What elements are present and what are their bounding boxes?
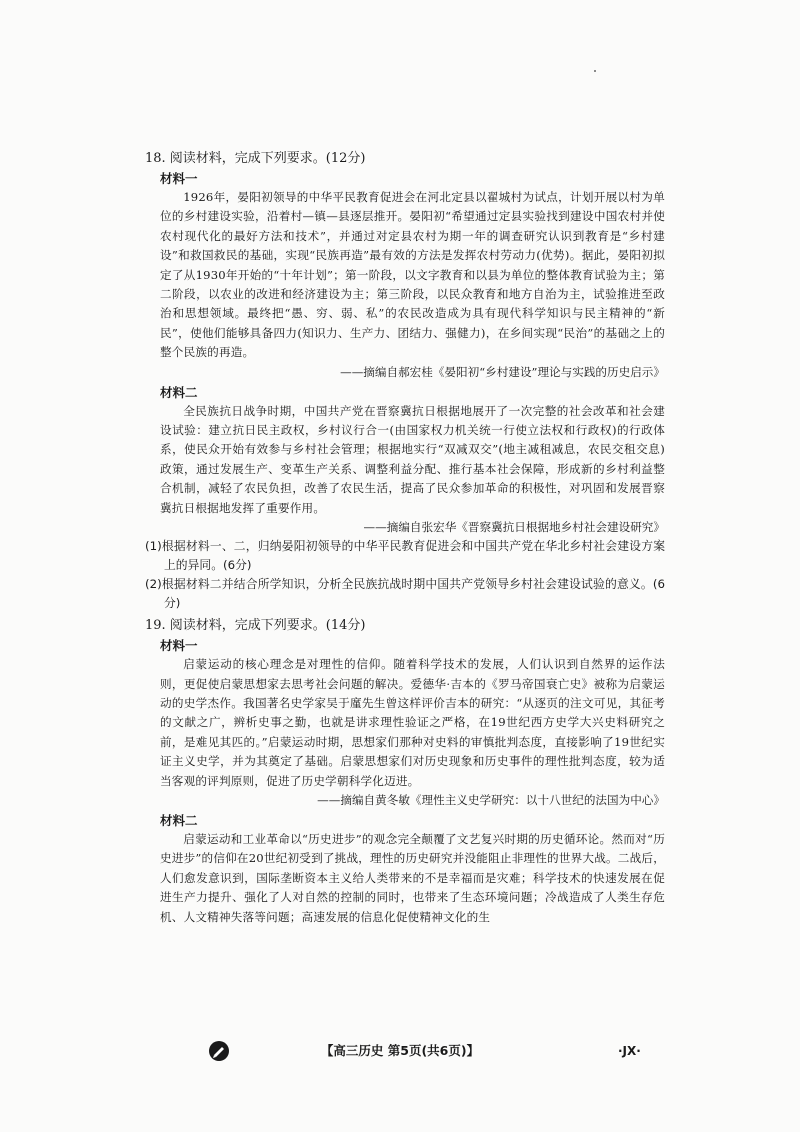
q19-material-1-label: 材料一 — [160, 638, 198, 654]
q18-material-2-text: 全民族抗日战争时期，中国共产党在晋察冀抗日根据地展开了一次完整的社会改革和社会建设试验：建立抗日民主政权，乡村议行合一(由国家权力机关统一行使立法权和行政权)的行政体系，使民众开始有效参与乡村社会管理；根据地实行“双减双交”(地主减租减息，农民交租交息)政策，通过发展生产、变革生产关系、调整利益分配、推行基本社会保障，形成新的乡村利益整合机制，减轻了农民负担，改善了农民生活，提高了民众参加革命的积极性，对巩固和发展晋察冀抗日根据地发挥了重要作用。 — [160, 403, 665, 515]
q19-material-2-label: 材料二 — [160, 812, 198, 828]
exam-code: ·JX· — [618, 1044, 641, 1058]
question-18-title: 18. 阅读材料，完成下列要求。(12分) — [145, 151, 366, 166]
q19-material-1-text: 启蒙运动的核心理念是对理性的信仰。随着科学技术的发展，人们认识到自然界的运作法则，更促使启蒙思想家去思考社会问题的解决。爱德华·吉本的《罗马帝国衰亡史》被称为启蒙运动的史学杰作。我国著名史学家吴于廑先生曾这样评价吉本的研究：“从逐页的注文可见，其征考的文献之广，辨析史事之勤，也就是讲求理性验证之严格，在19世纪西方史学大兴史料研究之前，是难见其匹的。”启蒙运动时期，思想家们那种对史料的审慎批判态度，直接影响了19世纪实证主义史学，并为其奠定了基础。启蒙思想家们对历史现象和历史事件的理性批判态度，较为适当客观的评判原则，促进了历史学朝科学化迈进。 — [160, 657, 665, 788]
q18-material-1-text: 1926年，晏阳初领导的中华平民教育促进会在河北定县以翟城村为试点，计划开展以村为单位的乡村建设实验，沿着村—镇—县逐层推开。晏阳初“希望通过定县实验找到建设中国农村并使农村现代化的最好方法和技术”，并通过对定县农村为期一年的调查研究认识到教育是“乡村建设”和救国救民的基础，实现“民族再造”最有效的方法是发挥农村劳动力(优势)。据此，晏阳初拟定了从1930年开始的“十年计划”；第一阶段，以文字教育和以县为单位的整体教育试验为主；第二阶段，以农业的改进和经济建设为主；第三阶段，以民众教育和地方自治为主，试验推进至政治和思想领域。最终把“愚、穷、弱、私”的农民改造成为具有现代科学知识与民主精神的“新民”，使他们能够具备四力(知识力、生产力、团结力、强健力)，在乡间实现“民治”的基础之上的整个民族的再造。 — [160, 190, 665, 360]
page-content — [145, 150, 665, 927]
page-footer — [0, 1040, 800, 1064]
page-number-label: 【高三历史 第5页(共6页)】 — [320, 1043, 480, 1058]
q18-material-1-source: ——摘编自郝宏桂《晏阳初“乡村建设”理论与实践的历史启示》 — [340, 364, 665, 379]
scan-speck — [594, 70, 596, 72]
q18-subquestion-1: (1)根据材料一、二，归纳晏阳初领导的中华平民教育促进会和中国共产党在华北乡村社会建设方案上的异同。(6分) — [145, 539, 665, 573]
q18-material-2-source: ——摘编自张宏华《晋察冀抗日根据地乡村社会建设研究》 — [363, 520, 665, 535]
q18-material-2-label: 材料二 — [160, 384, 198, 400]
q19-material-1-source: ——摘编自黄冬敏《理性主义史学研究：以十八世纪的法国为中心》 — [317, 792, 665, 807]
q18-subquestion-2: (2)根据材料二并结合所学知识，分析全民族抗战时期中国共产党领导乡村社会建设试验的意义。(6分) — [145, 577, 665, 611]
q18-material-1-label: 材料一 — [160, 171, 198, 186]
question-19-title: 19. 阅读材料，完成下列要求。(14分) — [145, 618, 366, 634]
pencil-icon — [208, 1040, 230, 1062]
q19-material-2-text: 启蒙运动和工业革命以“历史进步”的观念完全颠覆了文艺复兴时期的历史循环论。然而对“历史进步”的信仰在20世纪初受到了挑战，理性的历史研究并没能阻止非理性的世界大战。二战后，人们愈发意识到，国际垄断资本主义给人类带来的不是幸福而是灾难；科学技术的快速发展在促进生产力提升、强化了人对自然的控制的同时，也带来了生态环境问题；冷战造成了人类生存危机、人文精神失落等问题；高速发展的信息化促使精神文化的生 — [160, 831, 665, 924]
